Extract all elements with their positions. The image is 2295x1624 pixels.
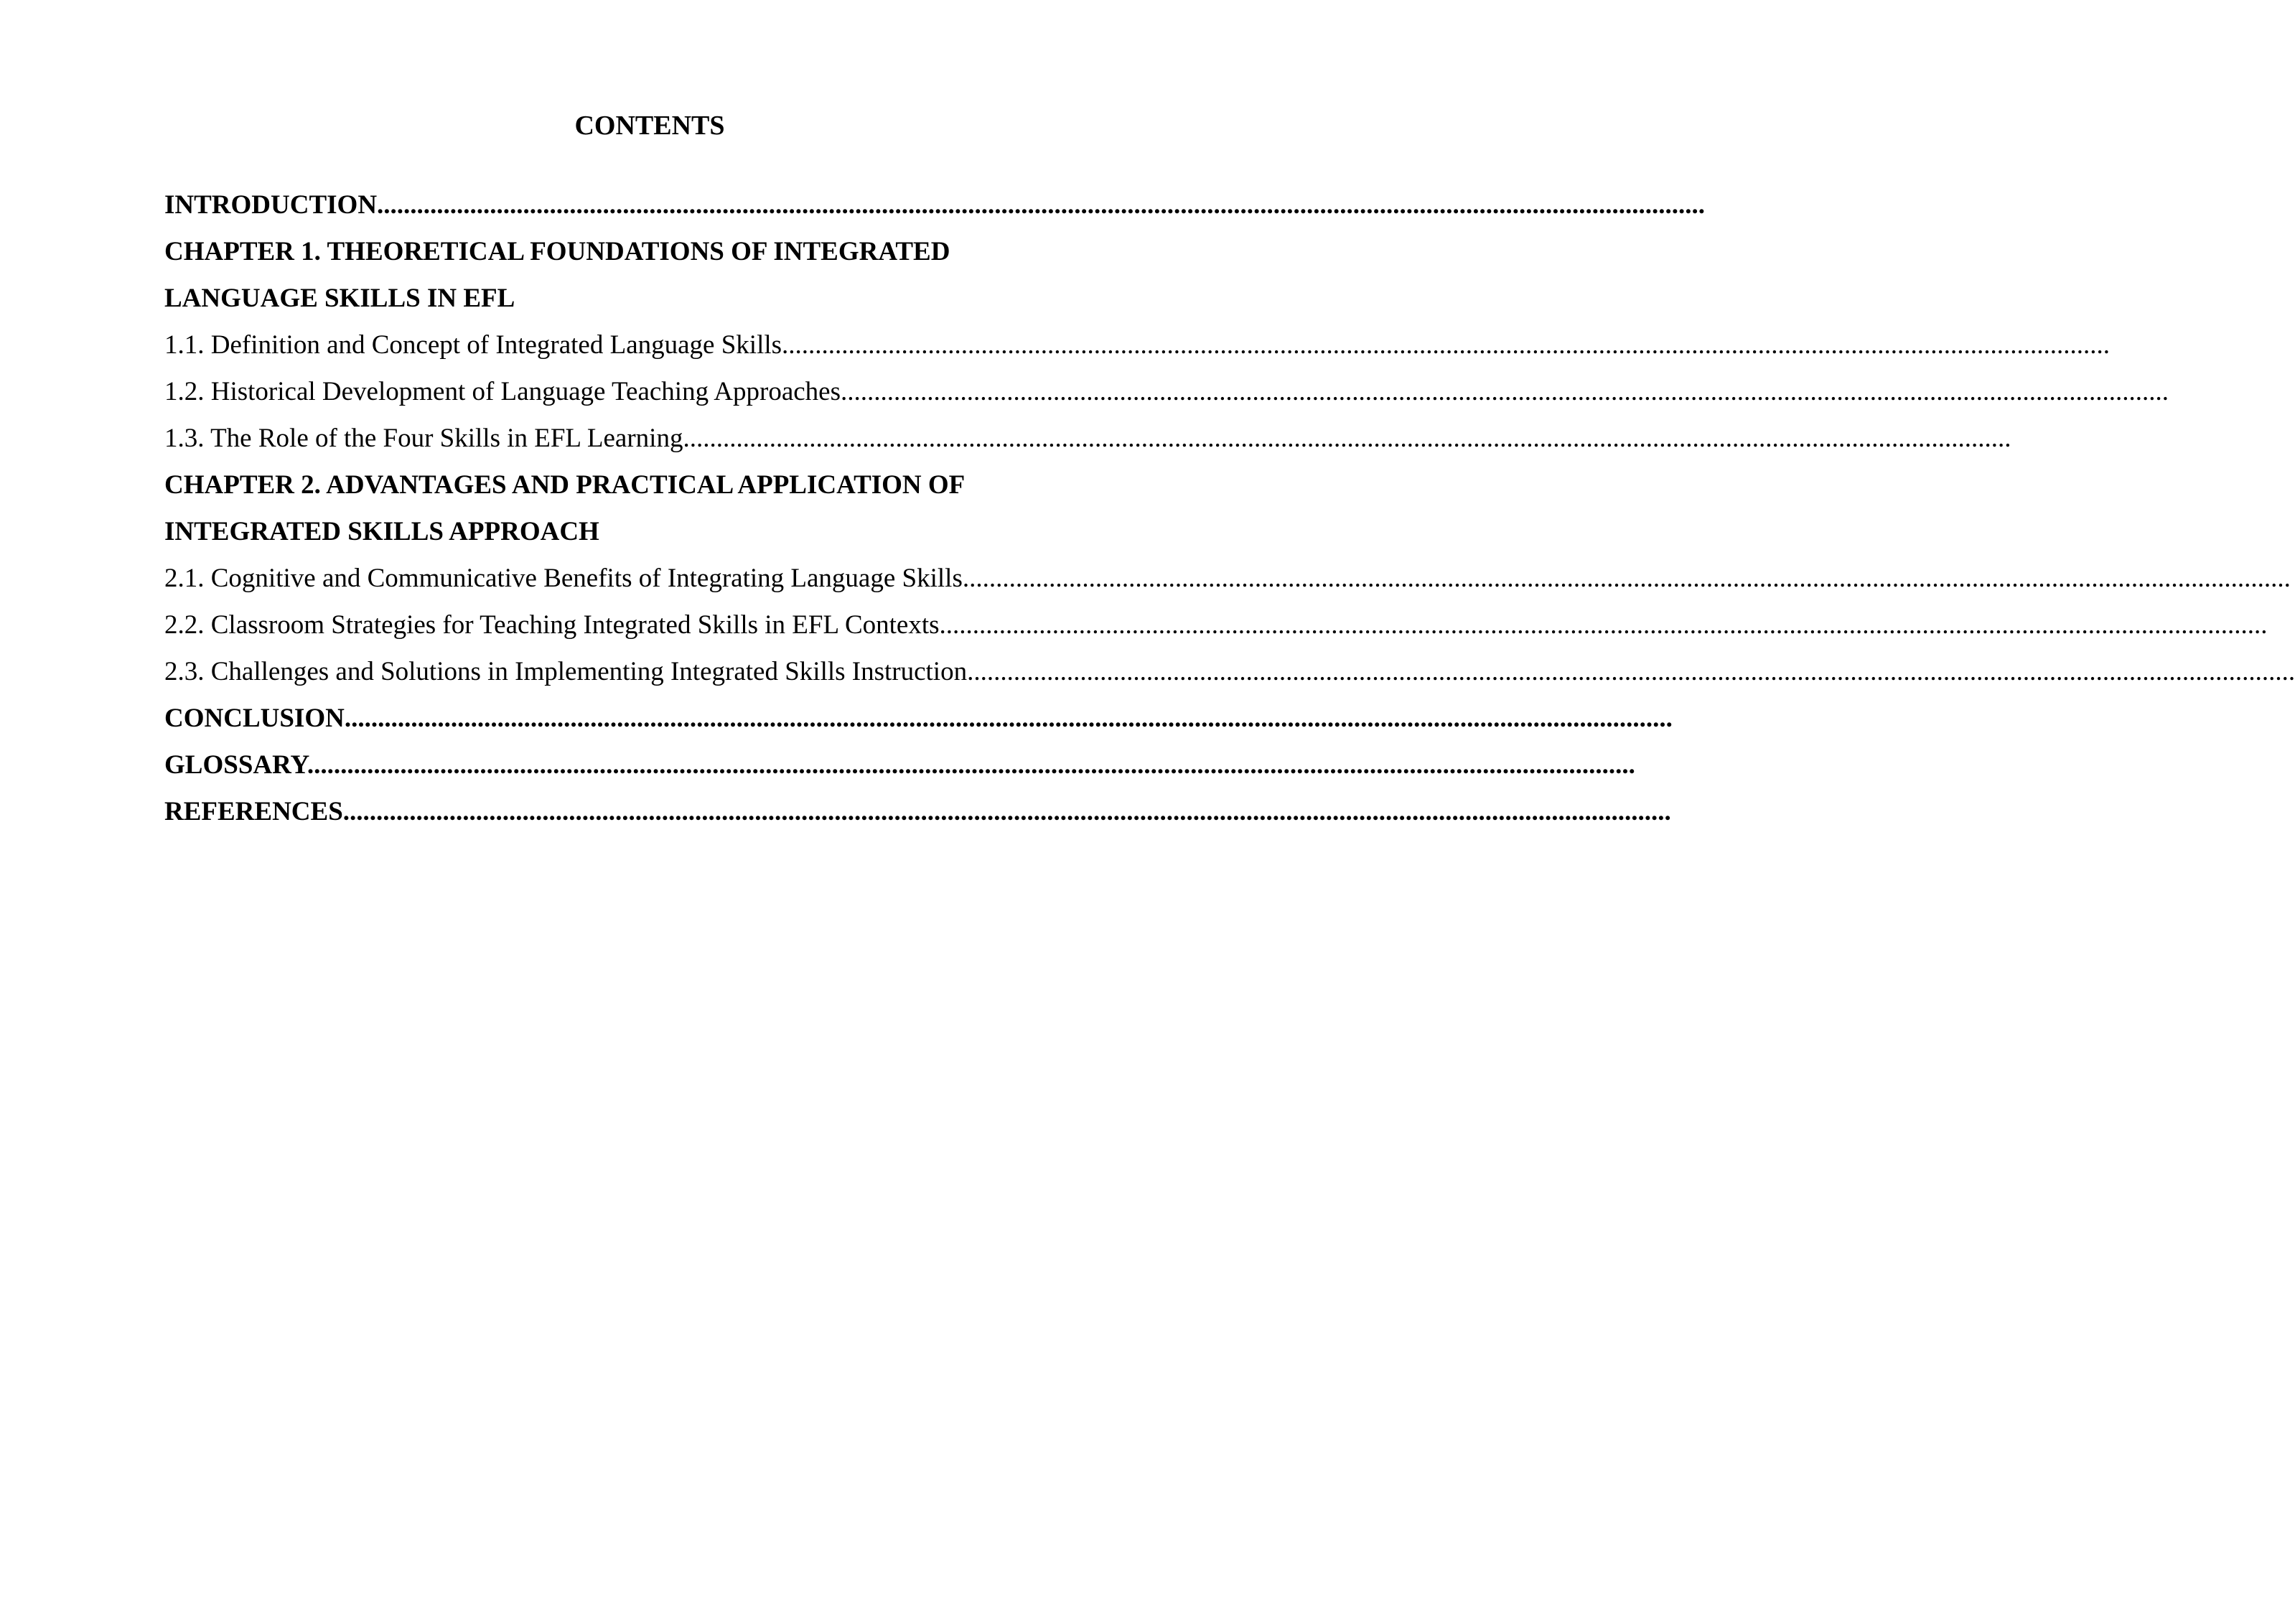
toc-entry[interactable] <box>164 648 2295 695</box>
dot-leader: ........................................................................................................................................................................................................ <box>782 330 2111 360</box>
dot-leader: ........................................................................................................................................................................................................ <box>377 190 1706 220</box>
toc-entry[interactable] <box>164 742 1635 788</box>
toc-entry[interactable] <box>164 695 1673 742</box>
toc-entry-label: 1.2. Historical Development of Language Teaching Approaches <box>164 377 841 406</box>
toc-entry-label: LANGUAGE SKILLS IN EFL <box>164 284 515 313</box>
table-of-contents <box>164 182 2295 835</box>
toc-entry[interactable] <box>164 462 1149 508</box>
toc-entry-label: 2.1. Cognitive and Communicative Benefits of Integrating Language Skills <box>164 564 963 593</box>
toc-entry-label: CHAPTER 2. ADVANTAGES AND PRACTICAL APPLICATION OF <box>164 470 966 500</box>
dot-leader: ........................................................................................................................................................................................................ <box>967 657 2295 686</box>
page-title: CONTENTS <box>574 111 725 141</box>
toc-entry-label: 1.3. The Role of the Four Skills in EFL Learning <box>164 424 683 453</box>
toc-entry[interactable] <box>164 275 1149 322</box>
toc-entry-label: GLOSSARY <box>164 750 307 780</box>
toc-entry-label: CONCLUSION <box>164 704 345 733</box>
toc-entry-label: REFERENCES <box>164 797 343 826</box>
toc-entry[interactable] <box>164 508 1149 555</box>
toc-entry[interactable] <box>164 415 2011 462</box>
toc-entry-label: CHAPTER 1. THEORETICAL FOUNDATIONS OF INTEGRATED <box>164 237 950 266</box>
toc-entry[interactable] <box>164 182 1706 228</box>
dot-leader: ........................................................................................................................................................................................................ <box>342 797 1671 826</box>
toc-entry[interactable] <box>164 788 1671 835</box>
toc-entry[interactable] <box>164 602 2268 648</box>
toc-entry-label: INTEGRATED SKILLS APPROACH <box>164 517 599 546</box>
dot-leader: ........................................................................................................................................................................................................ <box>344 704 1673 733</box>
toc-entry-label: 2.2. Classroom Strategies for Teaching Integrated Skills in EFL Contexts <box>164 610 940 640</box>
dot-leader: ........................................................................................................................................................................................................ <box>840 377 2169 406</box>
toc-entry[interactable] <box>164 322 2111 368</box>
toc-entry-label: 1.1. Definition and Concept of Integrated Language Skills <box>164 330 782 360</box>
dot-leader: ........................................................................................................................................................................................................ <box>683 424 2011 453</box>
dot-leader: ........................................................................................................................................................................................................ <box>307 750 1635 780</box>
dot-leader: ........................................................................................................................................................................................................ <box>939 610 2268 640</box>
toc-entry-label: INTRODUCTION <box>164 190 378 220</box>
toc-entry[interactable] <box>164 228 1149 275</box>
toc-entry-label: 2.3. Challenges and Solutions in Implementing Integrated Skills Instruction <box>164 657 968 686</box>
toc-entry[interactable] <box>164 555 2291 602</box>
toc-entry[interactable] <box>164 368 2169 415</box>
dot-leader: ........................................................................................................................................................................................................ <box>962 564 2291 593</box>
